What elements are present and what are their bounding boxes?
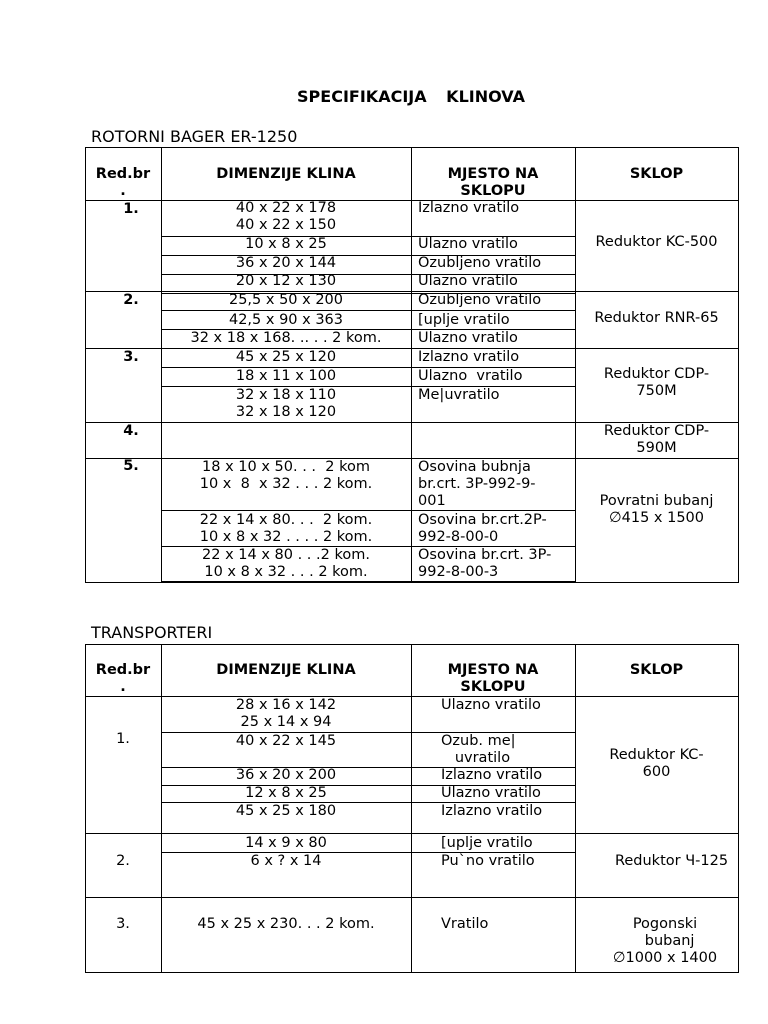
location-cell: Osovina bubnja br.crt. 3P-992-9- 001 bbox=[418, 459, 536, 509]
dimension-cell: 45 x 25 x 230. . . 2 kom. bbox=[197, 916, 375, 932]
sklop-cell: Reduktor KC- 600 bbox=[609, 747, 704, 780]
row-number: 2. bbox=[123, 292, 139, 308]
header-sklop: SKLOP bbox=[629, 662, 684, 678]
header-dimenzije-klina: DIMENZIJE KLINA bbox=[216, 662, 356, 678]
sklop-cell: Povratni bubanj ∅415 x 1500 bbox=[599, 493, 714, 526]
location-cell: Ulazno vratilo bbox=[441, 785, 541, 801]
dimension-cell: 14 x 9 x 80 bbox=[245, 835, 327, 851]
header-redbr: Red.br . bbox=[95, 662, 151, 695]
location-cell: Izlazno vratilo bbox=[418, 349, 520, 365]
header-mjesto-na-sklopu: MJESTO NA SKLOPU bbox=[447, 662, 539, 695]
table-col-divider bbox=[575, 645, 576, 972]
table-row-divider bbox=[161, 310, 575, 311]
table-row-divider bbox=[161, 581, 575, 582]
location-cell: Ulazno vratilo bbox=[418, 273, 518, 289]
sklop-cell: Reduktor RNR-65 bbox=[594, 310, 719, 326]
row-number: 5. bbox=[123, 458, 139, 474]
dimension-cell: 40 x 22 x 145 bbox=[235, 733, 337, 749]
header-dimenzije-klina: DIMENZIJE KLINA bbox=[216, 166, 356, 182]
location-cell: Pu`no vratilo bbox=[441, 853, 535, 869]
location-cell: Ozub. me| uvratilo bbox=[441, 733, 516, 766]
dimension-cell: 18 x 11 x 100 bbox=[235, 368, 337, 384]
location-cell: Izlazno vratilo bbox=[441, 803, 543, 819]
sklop-cell: Reduktor KC-500 bbox=[595, 234, 718, 250]
dimension-cell: 45 x 25 x 120 bbox=[235, 349, 337, 365]
location-cell: [uplje vratilo bbox=[441, 835, 533, 851]
row-number: 3. bbox=[123, 349, 139, 365]
section-title-transporteri: TRANSPORTERI bbox=[91, 623, 213, 642]
row-number: 1. bbox=[123, 201, 139, 217]
location-cell: Ulazno vratilo bbox=[418, 236, 518, 252]
dimension-cell: 32 x 18 x 168. .. . . 2 kom. bbox=[190, 330, 382, 346]
row-number: 4. bbox=[123, 423, 139, 439]
location-cell: Vratilo bbox=[441, 916, 489, 932]
dimension-cell: 42,5 x 90 x 363 bbox=[228, 312, 343, 328]
dimension-cell: 36 x 20 x 144 bbox=[235, 255, 337, 271]
dimension-cell: 22 x 14 x 80 . . .2 kom. 10 x 8 x 32 . . . 2 kom. bbox=[202, 547, 370, 580]
table-row-divider bbox=[161, 510, 575, 511]
row-number: 3. bbox=[116, 916, 130, 932]
location-cell: Me|uvratilo bbox=[418, 387, 500, 403]
location-cell: Izlazno vratilo bbox=[418, 200, 520, 216]
sklop-cell: Pogonski bubanj ∅1000 x 1400 bbox=[612, 916, 718, 966]
sklop-cell: Reduktor CDP- 590M bbox=[603, 423, 710, 456]
dimension-cell: 10 x 8 x 25 bbox=[245, 236, 327, 252]
dimension-cell: 12 x 8 x 25 bbox=[245, 785, 327, 801]
dimension-cell: 40 x 22 x 178 40 x 22 x 150 bbox=[235, 200, 337, 233]
document-title: SPECIFIKACIJA KLINOVA bbox=[297, 87, 525, 106]
dimension-cell: 20 x 12 x 130 bbox=[235, 273, 337, 289]
table-row-divider bbox=[86, 897, 738, 898]
location-cell: [uplje vratilo bbox=[418, 312, 510, 328]
header-mjesto-na-sklopu: MJESTO NA SKLOPU bbox=[447, 166, 539, 199]
dimension-cell: 25,5 x 50 x 200 bbox=[228, 292, 343, 308]
dimension-cell: 6 x ? x 14 bbox=[250, 853, 322, 869]
location-cell: Ozubljeno vratilo bbox=[418, 255, 542, 271]
location-cell: Ulazno vratilo bbox=[418, 368, 523, 384]
table-col-divider bbox=[411, 148, 412, 582]
dimension-cell: 45 x 25 x 180 bbox=[235, 803, 337, 819]
location-cell: Osovina br.crt.2P- 992-8-00-0 bbox=[418, 512, 547, 545]
location-cell: Osovina br.crt. 3P- 992-8-00-3 bbox=[418, 547, 552, 580]
sklop-cell: Reduktor CDP- 750M bbox=[603, 366, 710, 399]
sklop-cell: Reduktor Ч-125 bbox=[614, 853, 729, 869]
table-row-divider bbox=[86, 833, 738, 834]
location-cell: Ozubljeno vratilo bbox=[418, 292, 542, 308]
dimension-cell: 32 x 18 x 110 32 x 18 x 120 bbox=[235, 387, 337, 420]
section-title-rotorni-bager: ROTORNI BAGER ER-1250 bbox=[91, 127, 298, 146]
dimension-cell: 18 x 10 x 50. . . 2 kom 10 x 8 x 32 . . . 2 kom. bbox=[199, 459, 373, 492]
dimension-cell: 36 x 20 x 200 bbox=[235, 767, 337, 783]
header-redbr: Red.br . bbox=[95, 166, 151, 199]
location-cell: Ulazno vratilo bbox=[441, 697, 541, 713]
dimension-cell: 28 x 16 x 142 25 x 14 x 94 bbox=[235, 697, 337, 730]
dimension-cell: 22 x 14 x 80. . . 2 kom. 10 x 8 x 32 . . . . 2 kom. bbox=[199, 512, 373, 545]
row-number: 1. bbox=[116, 731, 130, 747]
location-cell: Ulazno vratilo bbox=[418, 330, 518, 346]
row-number: 2. bbox=[116, 853, 130, 869]
header-sklop: SKLOP bbox=[629, 166, 684, 182]
location-cell: Izlazno vratilo bbox=[441, 767, 543, 783]
